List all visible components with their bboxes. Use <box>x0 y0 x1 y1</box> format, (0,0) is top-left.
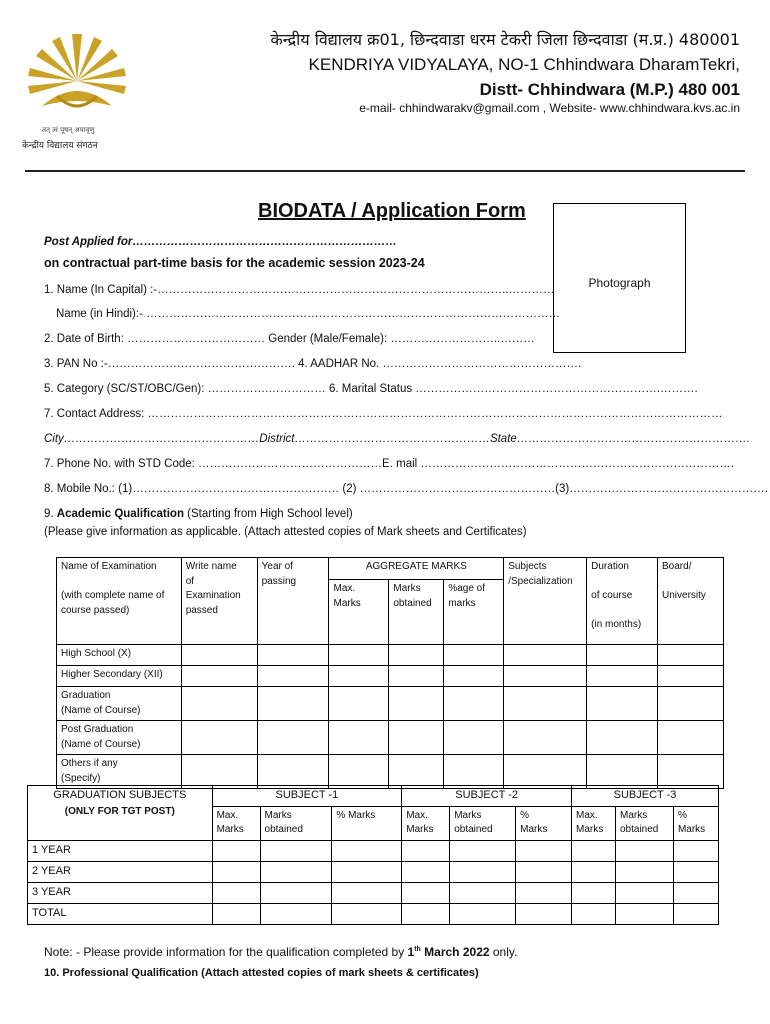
table-cell[interactable] <box>329 645 389 666</box>
year-label: 1 YEAR <box>28 840 213 861</box>
table-cell[interactable] <box>587 666 658 687</box>
kvs-logo <box>22 26 132 156</box>
table-cell[interactable] <box>402 882 450 903</box>
section-number: 9. <box>44 508 57 520</box>
header-subjects: Subjects /Specialization <box>504 558 587 645</box>
table-cell[interactable] <box>673 882 718 903</box>
table-cell[interactable] <box>329 687 389 721</box>
section-subtitle: (Starting from High School level) <box>183 508 353 520</box>
table-cell[interactable] <box>444 645 504 666</box>
name-hindi-field[interactable]: Name (in Hindi):- ……………………………………………………………………………………………… <box>56 308 561 320</box>
mobile-field[interactable]: 8. Mobile No.: (1)……………………………………………… (2) ……………………………………………(3)……………………………………………. <box>44 483 768 495</box>
table-cell[interactable] <box>658 721 724 755</box>
table-cell[interactable] <box>181 721 257 755</box>
form-title: BIODATA / Application Form <box>258 200 526 222</box>
percent-marks-header: % Marks <box>332 806 402 840</box>
table-cell[interactable] <box>402 840 450 861</box>
header-marks-obtained: Marks obtained <box>389 580 444 645</box>
table-cell[interactable] <box>673 861 718 882</box>
phone-email-field[interactable]: 7. Phone No. with STD Code: …………………………………………E. mail ………………………………………………………………………. <box>44 458 735 470</box>
table-cell[interactable] <box>332 861 402 882</box>
row-label: High School (X) <box>57 645 182 666</box>
post-applied-field[interactable]: Post Applied for…………………………………………………………… <box>44 236 397 248</box>
photograph-label: Photograph <box>588 276 651 290</box>
year-label: 2 YEAR <box>28 861 213 882</box>
table-cell[interactable] <box>257 755 329 789</box>
table-cell[interactable] <box>260 882 332 903</box>
table-cell[interactable] <box>616 861 674 882</box>
table-cell[interactable] <box>389 721 444 755</box>
table-cell[interactable] <box>257 721 329 755</box>
header-duration: Duration of course (in months) <box>587 558 658 645</box>
table-row <box>28 903 719 924</box>
academic-qualification-heading <box>44 508 353 520</box>
table-cell[interactable] <box>389 666 444 687</box>
marks-obtained-header: Marks obtained <box>260 806 332 840</box>
name-capital-field[interactable]: 1. Name (In Capital) :-………………………………………………………………………………..………… <box>44 284 555 296</box>
total-label: TOTAL <box>28 903 213 924</box>
session-line: on contractual part-time basis for the academic session 2023-24 <box>44 256 425 270</box>
row-label: Others if any (Specify) <box>57 755 182 789</box>
table-cell[interactable] <box>572 903 616 924</box>
table-row <box>57 755 724 789</box>
table-cell[interactable] <box>504 687 587 721</box>
table-row <box>57 721 724 755</box>
table-row <box>28 882 719 903</box>
table-cell[interactable] <box>389 645 444 666</box>
table-cell[interactable] <box>658 687 724 721</box>
table-row <box>28 840 719 861</box>
table-cell[interactable] <box>332 903 402 924</box>
table-cell[interactable] <box>212 840 260 861</box>
table-cell[interactable] <box>450 861 516 882</box>
table-cell[interactable] <box>616 903 674 924</box>
table-cell[interactable] <box>332 840 402 861</box>
table-cell[interactable] <box>402 861 450 882</box>
table-cell[interactable] <box>673 840 718 861</box>
logo-motto: तत् त्वं पूषन् अपावृणु <box>42 126 95 134</box>
table-row <box>57 645 724 666</box>
table-cell[interactable] <box>329 721 389 755</box>
table-cell[interactable] <box>389 755 444 789</box>
table-cell[interactable] <box>504 645 587 666</box>
dob-gender-field[interactable]: 2. Date of Birth: ……………………………… Gender (Male/Female): ………………………..……… <box>44 333 535 345</box>
table-row <box>57 666 724 687</box>
table-row <box>28 861 719 882</box>
table-cell[interactable] <box>616 882 674 903</box>
header-max-marks: Max. Marks <box>329 580 389 645</box>
table-cell[interactable] <box>516 840 572 861</box>
subject-1-header: SUBJECT -1 <box>212 786 402 807</box>
city-district-state-field[interactable]: City……………………………………………District……………………………………………State……………………………………………………. <box>44 433 750 445</box>
table-cell[interactable] <box>260 840 332 861</box>
sun-emblem-icon <box>22 26 132 156</box>
table-cell[interactable] <box>504 755 587 789</box>
section-title: Academic Qualification <box>56 508 184 520</box>
table-cell[interactable] <box>257 687 329 721</box>
academic-note: (Please give information as applicable. (Attach attested copies of Mark sheets and Certificates) <box>44 526 527 538</box>
table-cell[interactable] <box>658 666 724 687</box>
header-hindi: केन्द्रीय विद्यालय क्र01, छिन्दवाडा धरम टेकरी जिला छिन्दवाडा (म.प्र.) 480001 <box>270 30 740 49</box>
year-label: 3 YEAR <box>28 882 213 903</box>
header-aggregate: AGGREGATE MARKS <box>329 558 504 580</box>
table-cell[interactable] <box>181 687 257 721</box>
table-cell[interactable] <box>181 666 257 687</box>
table-cell[interactable] <box>673 903 718 924</box>
qualification-note: Note: - Please provide information for the qualification completed by 1th March 2022 only. <box>44 945 518 959</box>
academic-table <box>56 557 724 789</box>
table-cell[interactable] <box>212 861 260 882</box>
header-board: Board/ University <box>658 558 724 645</box>
table-cell[interactable] <box>504 721 587 755</box>
table-cell[interactable] <box>587 687 658 721</box>
table-cell[interactable] <box>332 882 402 903</box>
table-cell[interactable] <box>260 861 332 882</box>
percent-marks-header: % Marks <box>516 806 572 840</box>
table-cell[interactable] <box>587 721 658 755</box>
table-cell[interactable] <box>658 645 724 666</box>
table-cell[interactable] <box>212 882 260 903</box>
table-cell[interactable] <box>516 861 572 882</box>
graduation-subjects-header: GRADUATION SUBJECTS (ONLY FOR TGT POST) <box>28 786 213 841</box>
table-cell[interactable] <box>181 755 257 789</box>
pan-aadhar-field[interactable]: 3. PAN No :-…………………………………………. 4. AADHAR No. ……………………………………………. <box>44 358 582 370</box>
contact-address-field[interactable]: 7. Contact Address: …………………………………………………………………………………………………………………………………… <box>44 408 723 420</box>
category-marital-field[interactable]: 5. Category (SC/ST/OBC/Gen): …………….…………… 6. Marital Status ……………………………………………………….………. <box>44 383 698 395</box>
professional-qualification-heading: 10. Professional Qualification (Attach attested copies of mark sheets & certificates) <box>44 967 479 979</box>
row-label: Higher Secondary (XII) <box>57 666 182 687</box>
marks-obtained-header: Marks obtained <box>616 806 674 840</box>
table-cell[interactable] <box>587 645 658 666</box>
table-cell[interactable] <box>450 882 516 903</box>
table-cell[interactable] <box>572 861 616 882</box>
max-marks-header: Max. Marks <box>212 806 260 840</box>
logo-org-name: केन्द्रीय विद्यालय संगठन <box>22 141 98 151</box>
table-cell[interactable] <box>402 903 450 924</box>
table-cell[interactable] <box>444 666 504 687</box>
marks-obtained-header: Marks obtained <box>450 806 516 840</box>
header-write-name: Write name of Examination passed <box>181 558 257 645</box>
max-marks-header: Max. Marks <box>402 806 450 840</box>
table-cell[interactable] <box>450 840 516 861</box>
table-cell[interactable] <box>504 666 587 687</box>
graduation-subjects-table <box>27 785 719 925</box>
table-cell[interactable] <box>212 903 260 924</box>
subject-3-header: SUBJECT -3 <box>572 786 719 807</box>
table-cell[interactable] <box>260 903 332 924</box>
header-divider <box>25 170 745 172</box>
table-cell[interactable] <box>450 903 516 924</box>
table-cell[interactable] <box>444 721 504 755</box>
table-cell[interactable] <box>257 666 329 687</box>
header-school-name: KENDRIYA VIDYALAYA, NO-1 Chhindwara DharamTekri, <box>308 55 740 74</box>
table-cell[interactable] <box>444 687 504 721</box>
header-contact: e-mail- chhindwarakv@gmail.com , Website- www.chhindwara.kvs.ac.in <box>359 101 740 115</box>
table-cell[interactable] <box>572 840 616 861</box>
table-cell[interactable] <box>572 882 616 903</box>
table-cell[interactable] <box>181 645 257 666</box>
header-year: Year of passing <box>257 558 329 645</box>
row-label: Graduation (Name of Course) <box>57 687 182 721</box>
table-row <box>57 687 724 721</box>
table-cell[interactable] <box>329 755 389 789</box>
table-cell[interactable] <box>616 840 674 861</box>
table-cell[interactable] <box>329 666 389 687</box>
table-cell[interactable] <box>516 903 572 924</box>
table-cell[interactable] <box>389 687 444 721</box>
subject-2-header: SUBJECT -2 <box>402 786 572 807</box>
table-cell[interactable] <box>516 882 572 903</box>
header-district: Distt- Chhindwara (M.P.) 480 001 <box>479 80 740 99</box>
photograph-box[interactable] <box>553 203 686 353</box>
table-cell[interactable] <box>587 755 658 789</box>
header-percentage: %age of marks <box>444 580 504 645</box>
table-cell[interactable] <box>257 645 329 666</box>
header-exam-name: Name of Examination (with complete name of course passed) <box>57 558 182 645</box>
table-cell[interactable] <box>444 755 504 789</box>
percent-marks-header: % Marks <box>673 806 718 840</box>
row-label: Post Graduation (Name of Course) <box>57 721 182 755</box>
max-marks-header: Max. Marks <box>572 806 616 840</box>
table-cell[interactable] <box>658 755 724 789</box>
